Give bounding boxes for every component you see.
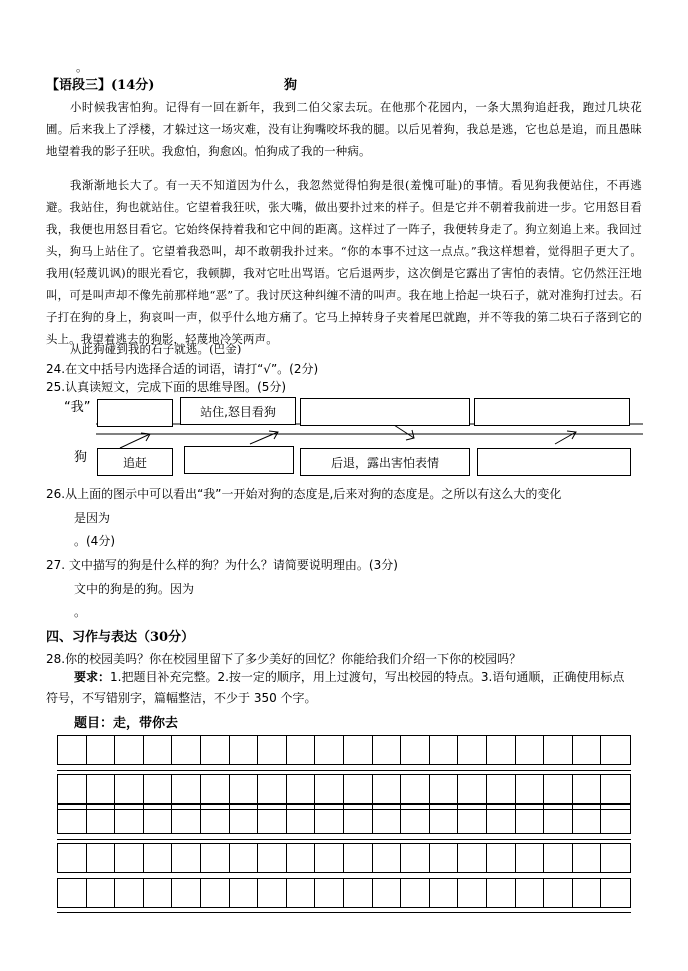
section3-title: 狗	[284, 78, 298, 93]
passage-paragraph-2: 我渐渐地长大了。有一天不知道因为什么，我忽然觉得怕狗是很(羞愧可耻)的事情。看见狗我便站住，不再逃避。我站住，狗也就站住。它望着我狂吠，张大嘴，做出要扑过来的样子。但是它并不朝着我前进一步。它用怒目看我，我便也用怒目看它。它始终保持着我和它中间的距离。这样过了一阵子，我便转身走了。狗立刻追上来。我回过头，狗马上站住了。它望着我恐叫，却不敢朝我扑过来。“你的本事不过这一点点。”我这样想着，觉得胆子更大了。我用(轻蔑讥讽)的眼光看它，我顿脚，我对它吐出骂语。它后退两步，这次倒是它露出了害怕的表情。它仍然汪汪地叫，可是叫声却不像先前那样地“恶”了。我讨厌这种纠缠不清的叫声。我在地上拾起一块石子，就对准狗打过去。石子打在狗的身上，狗哀叫一声，似乎什么地方痛了。它马上掉转身子夹着尾巴就跑，并不等我的第二块石子落到它的头上。我望着逃去的狗影，轻蔑地冷笑两声。	[46, 178, 642, 346]
mindmap-bottom-box-2[interactable]	[184, 446, 294, 474]
question-27-line3: 。	[74, 605, 87, 619]
mindmap-bottom-box-1: 追赶	[97, 448, 173, 476]
requirements	[46, 667, 636, 709]
composition-grid-row-2[interactable]	[57, 774, 631, 804]
mindmap-arrow-1	[120, 433, 150, 448]
grid-spacer-line	[57, 839, 631, 840]
passage-paragraph-1: 小时候我害怕狗。记得有一回在新年，我到二伯父家去玩。在他那个花园内，一条大黑狗追赶我，跑过几块花圃。后来我上了浮楼，才躲过这一场灾难，没有让狗嘴咬坏我的腿。以后见着狗，我总是逃，它也总是追，而且愚昧地望着我的影子狂吠。我愈怕，狗愈凶。怕狗成了我的一种病。	[46, 100, 642, 158]
passage-paragraph-3: 从此狗碰到我的石子就逃。(巴金)	[70, 342, 242, 356]
mindmap-top-box-2: 站住,怒目看狗	[180, 397, 296, 425]
section3-heading: 【语段三】(14分)	[46, 78, 155, 93]
question-27-line2: 文中的狗是的狗。因为	[74, 582, 195, 596]
mindmap-arrow-4	[555, 431, 576, 444]
mindmap-top-box-3[interactable]	[300, 398, 470, 426]
essay-title: 题目：走，带你去	[74, 716, 179, 731]
top-mark: 。	[76, 60, 88, 74]
mindmap-bottom-box-3: 后退，露出害怕表情	[300, 448, 470, 476]
mindmap-top-box-4[interactable]	[474, 398, 630, 426]
composition-grid-row-4[interactable]	[57, 843, 631, 873]
mindmap-label-me: “我”	[64, 400, 91, 415]
question-26-line2: 是因为	[74, 511, 111, 525]
mindmap-top-box-1[interactable]	[97, 399, 173, 427]
grid-spacer-line	[57, 770, 631, 771]
mindmap-bottom-box-4[interactable]	[477, 448, 631, 476]
composition-grid-row-3[interactable]	[57, 804, 631, 834]
grid-spacer-line	[57, 912, 631, 913]
composition-grid-row-5[interactable]	[57, 878, 631, 908]
question-26-line1: 26.从上面的图示中可以看出“我”一开始对狗的态度是,后来对狗的态度是。之所以有这么大的变化	[46, 487, 562, 501]
requirements-text: 1.把题目补充完整。2.按一定的顺序，用上过渡句，写出校园的特点。3.语句通顺，正确使用标点符号，不写错别字，篇幅整洁，不少于 350 个字。	[46, 670, 625, 705]
question-24: 24.在文中括号内选择合适的词语，请打“√”。(2分)	[46, 362, 319, 376]
mindmap-label-dog: 狗	[74, 450, 88, 465]
question-27-line1: 27. 文中描写的狗是什么样的狗？为什么？请简要说明理由。(3分)	[46, 558, 398, 572]
composition-grid-row-1[interactable]	[57, 735, 631, 765]
mindmap-arrow-2	[250, 431, 278, 444]
requirements-label: 要求：	[74, 670, 111, 684]
question-25: 25.认真读短文，完成下面的思维导图。(5分)	[46, 380, 287, 394]
section4-heading: 四、习作与表达（30分）	[46, 630, 195, 645]
question-26-line3: 。(4分)	[74, 534, 115, 548]
mindmap-arrow-3	[394, 425, 414, 440]
question-28: 28.你的校园美吗？你在校园里留下了多少美好的回忆？你能给我们介绍一下你的校园吗？	[46, 652, 522, 666]
